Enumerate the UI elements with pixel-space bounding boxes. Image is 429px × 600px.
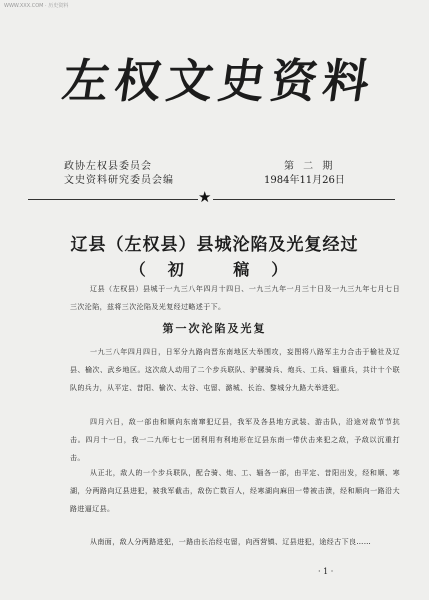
publisher-block [64, 160, 174, 188]
section-heading: 第一次沦陷及光复 [162, 322, 267, 335]
body-paragraph-2: 四月六日，敌一部由和顺向东南窜犯辽县，我军及各县地方武装、游击队，沿途对敌节节抗击。四月十一日，我一二九师七七一团利用有利地形在辽县东南一带伏击来犯之敌，予敌以沉重打击。 [70, 418, 400, 462]
publisher-line-2: 文史资料研究委员会编 [64, 175, 174, 186]
issue-info [264, 160, 345, 188]
body-paragraph-3: 从正北，敌人的一个步兵联队，配合骑、炮、工、辎各一部，由平定、昔阳出发，经和顺、寒湖，分两路向辽县进犯，被我军截击，敌伤亡数百人，经寒湖向麻田一带被击溃，经和顺向一路沿大路进逼辽县。 [70, 469, 400, 513]
body-paragraph-4: 从南面，敌人分两路进犯，一路由长治经屯留，向西营镇、辽县进犯，途经古下良…… [90, 538, 372, 546]
star-icon: ★ [198, 188, 212, 206]
publisher-line-1: 政协左权县委员会 [64, 161, 152, 172]
article-title: 辽县（左权县）县城沦陷及光复经过 [70, 235, 359, 255]
watermark: WWW.XXX.COM · 历史资料 [4, 3, 69, 9]
divider-right [213, 199, 395, 200]
publication-title: 左权文史资料 [59, 54, 379, 108]
page-number: · 1 · [318, 567, 334, 576]
divider-left [28, 199, 198, 200]
body-paragraph-1: 一九三八年四月四日，日军分九路向晋东南地区大举围攻，妄图将八路军主力合击于榆社及辽县、榆次、武乡地区。这次敌人动用了二个步兵联队、驴骡骑兵、炮兵、工兵、辎重兵，共计十个联队的兵力，从平定、昔阳、榆次、太谷、屯留、潞城、长治、黎城分九路大举进犯。 [70, 348, 400, 392]
issue-date: 1984年11月26日 [264, 175, 345, 186]
intro-paragraph: 辽县（左权县）县城于一九三八年四月十四日、一九三九年一月三十日及一九三九年七月七日三次沦陷，兹将三次沦陷及光复经过略述于下。 [70, 285, 400, 311]
article-subtitle: （初 稿） [129, 260, 310, 279]
issue-number: 第 二 期 [284, 161, 336, 172]
